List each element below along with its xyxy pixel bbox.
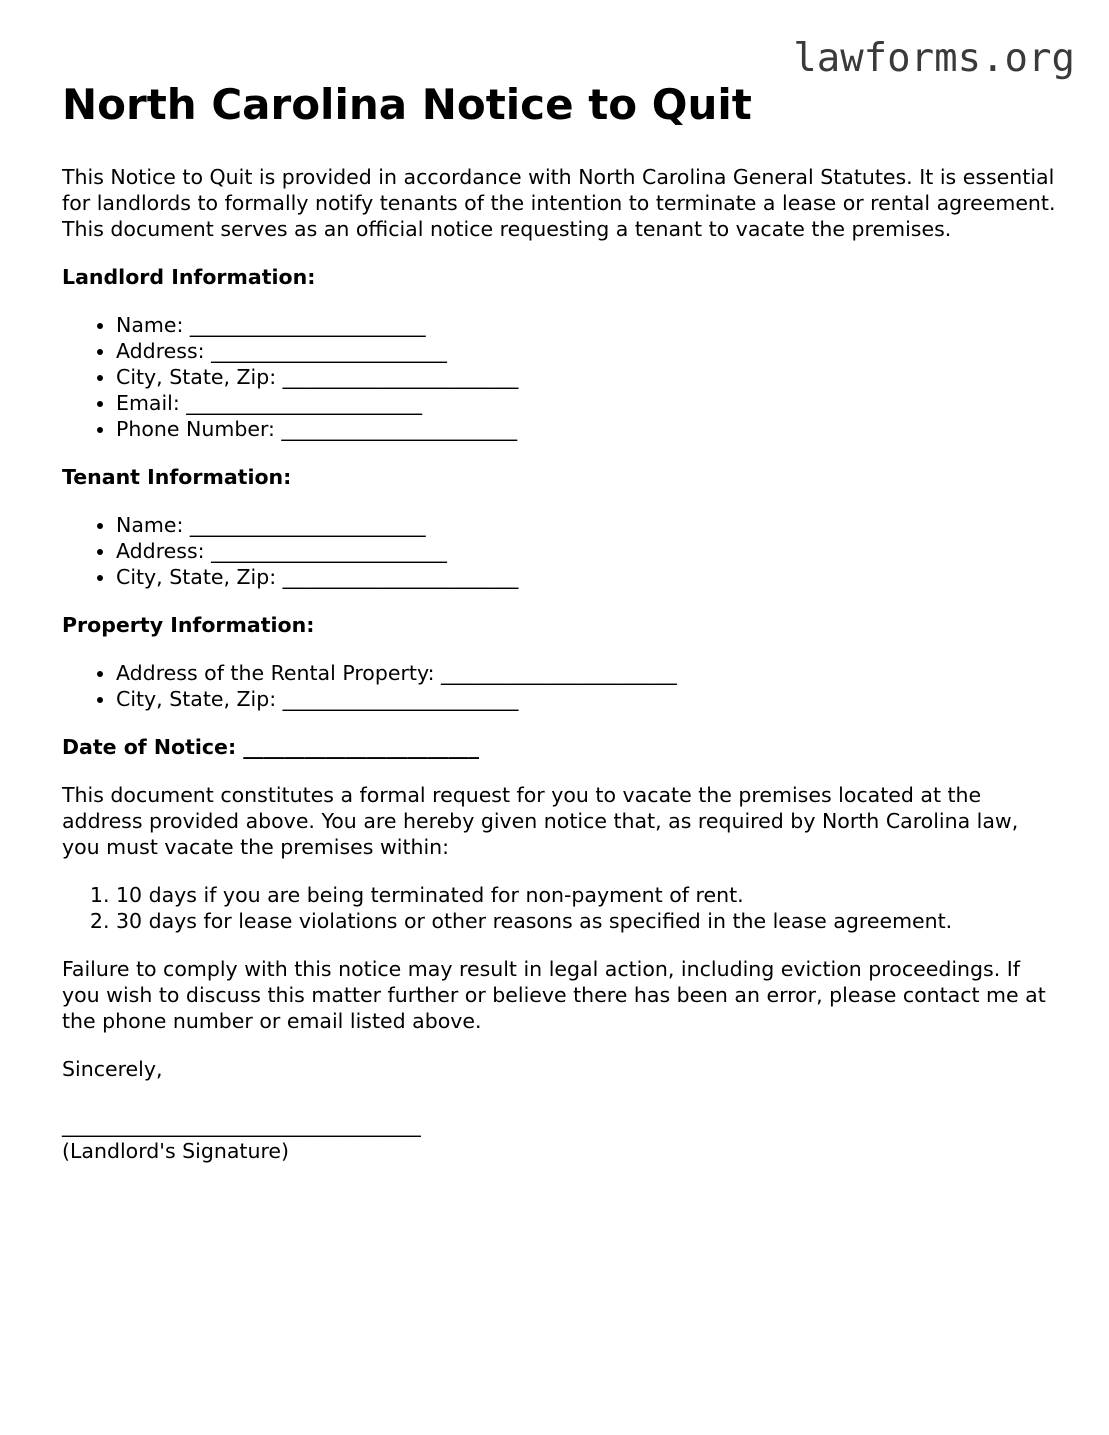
property-city-field: • City, State, Zip: _______________________ bbox=[116, 686, 1062, 712]
closing: Sincerely, bbox=[62, 1057, 163, 1081]
property-address-field: • Address of the Rental Property: _______________________ bbox=[116, 660, 1062, 686]
landlord-list bbox=[62, 312, 1062, 442]
watermark: lawforms.org bbox=[793, 36, 1075, 81]
landlord-heading: Landlord Information: bbox=[62, 265, 316, 289]
tenant-name-field: • Name: _______________________ bbox=[116, 512, 1062, 538]
landlord-address-field: • Address: _______________________ bbox=[116, 338, 1062, 364]
document-page bbox=[62, 78, 1062, 1164]
property-list bbox=[62, 660, 1062, 712]
property-heading: Property Information: bbox=[62, 613, 315, 637]
page-title: North Carolina Notice to Quit bbox=[62, 80, 752, 129]
tenant-address-field: • Address: _______________________ bbox=[116, 538, 1062, 564]
signature-block bbox=[62, 1112, 1062, 1164]
intro-paragraph: This Notice to Quit is provided in accordance with North Carolina General Statutes. It is essential for landlords to formally notify tenants of the intention to terminate a lease or rental agreement. This document serves as an official notice requesting a tenant to vacate the premises. bbox=[62, 165, 1056, 241]
tenant-heading: Tenant Information: bbox=[62, 465, 292, 489]
term-item: 1. 10 days if you are being terminated for non-payment of rent. bbox=[116, 882, 1062, 908]
landlord-name-field: • Name: _______________________ bbox=[116, 312, 1062, 338]
date-of-notice: Date of Notice: _______________________ bbox=[62, 735, 480, 759]
signature-line: ___________________________________ bbox=[62, 1113, 421, 1137]
signature-label: (Landlord's Signature) bbox=[62, 1139, 290, 1163]
failure-paragraph: Failure to comply with this notice may result in legal action, including eviction proceedings. If you wish to discuss this matter further or believe there has been an error, please contact me at the phone number or email listed above. bbox=[62, 957, 1046, 1033]
landlord-email-field: • Email: _______________________ bbox=[116, 390, 1062, 416]
terms-list bbox=[62, 882, 1062, 934]
tenant-city-field: • City, State, Zip: _______________________ bbox=[116, 564, 1062, 590]
landlord-phone-field: • Phone Number: _______________________ bbox=[116, 416, 1062, 442]
landlord-city-field: • City, State, Zip: _______________________ bbox=[116, 364, 1062, 390]
term-item: 2. 30 days for lease violations or other reasons as specified in the lease agreement. bbox=[116, 908, 1062, 934]
request-paragraph: This document constitutes a formal request for you to vacate the premises located at the address provided above. You are hereby given notice that, as required by North Carolina law, you must vacate the premises within: bbox=[62, 783, 1019, 859]
tenant-list bbox=[62, 512, 1062, 590]
